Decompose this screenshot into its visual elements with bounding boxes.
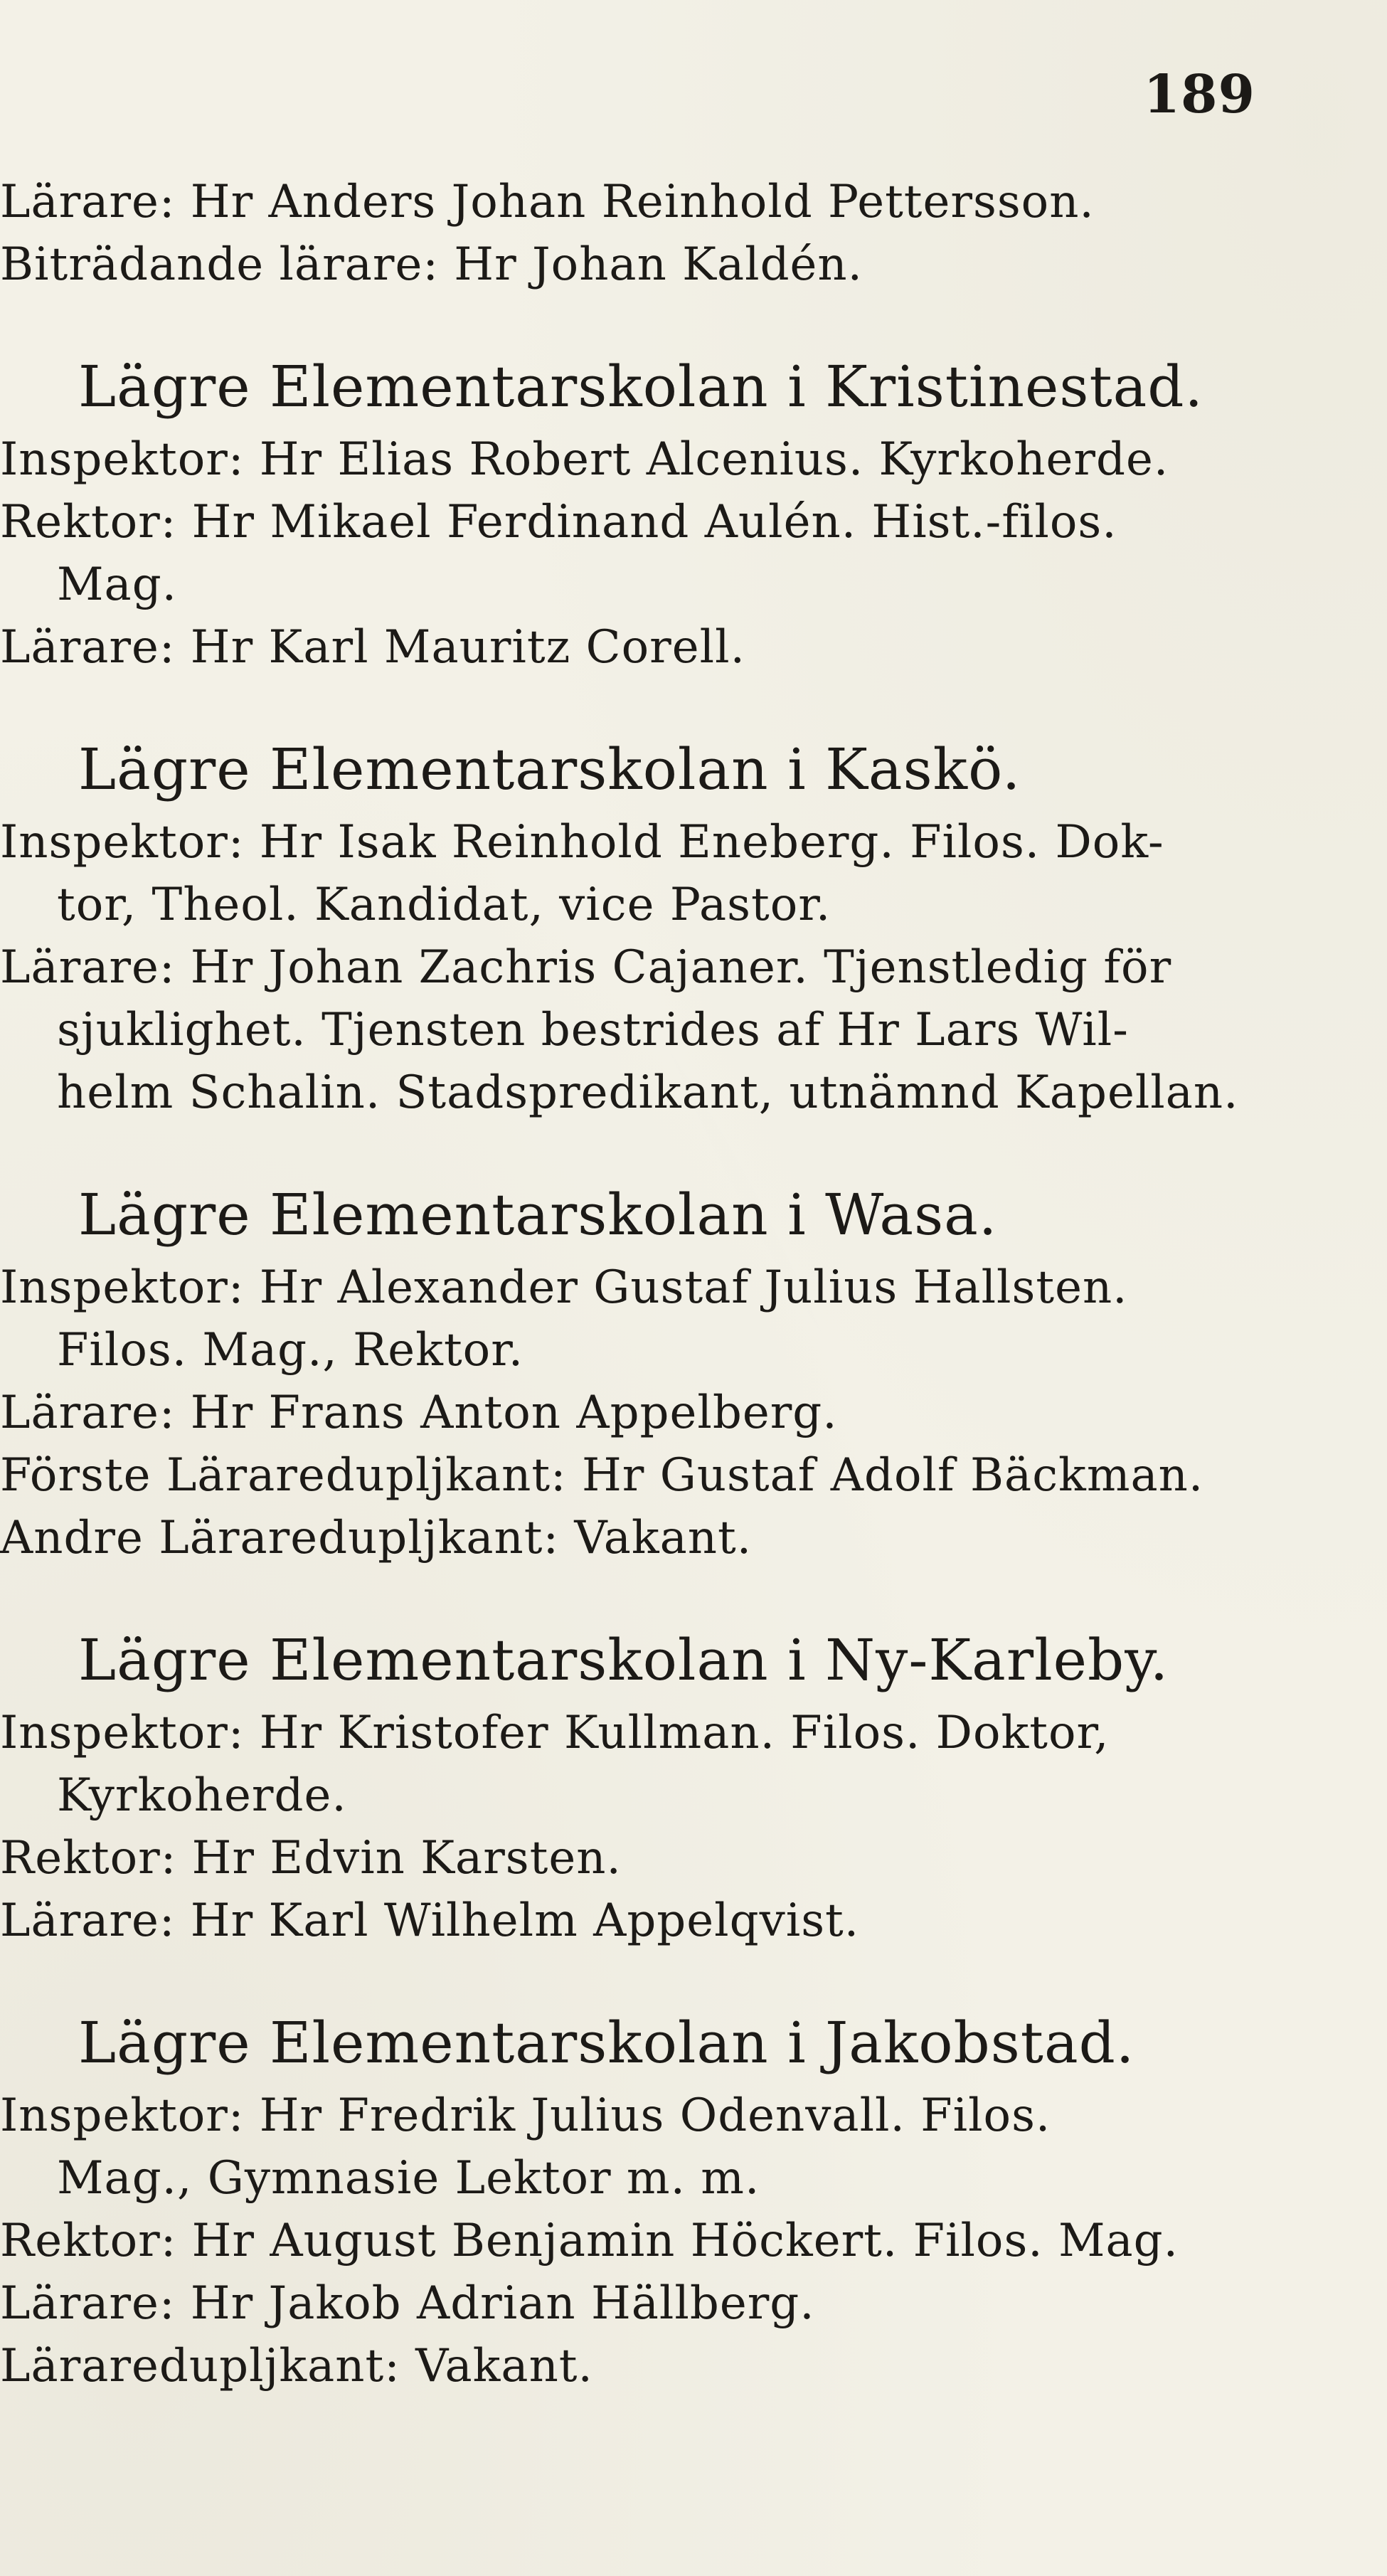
text-line: Biträdande lärare: Hr Johan Kaldén. <box>0 238 863 291</box>
section-heading-kasko: Lägre Elementarskolan i Kaskö. <box>78 736 1021 802</box>
section-heading-ny-karleby: Lägre Elementarskolan i Ny-Karleby. <box>78 1627 1169 1693</box>
text-line: Filos. Mag., Rektor. <box>57 1324 524 1377</box>
text-line: Lärare: Hr Jakob Adrian Hällberg. <box>0 2277 815 2330</box>
text-line: tor, Theol. Kandidat, vice Pastor. <box>57 879 831 931</box>
text-line: Inspektor: Hr Fredrik Julius Odenvall. Filos. <box>0 2089 1051 2142</box>
text-line: Mag. <box>57 558 177 611</box>
page-number: 189 <box>1143 64 1255 125</box>
text-line: Rektor: Hr August Benjamin Höckert. Filos. Mag. <box>0 2215 1179 2267</box>
text-line: Lärare: Hr Johan Zachris Cajaner. Tjenstledig för <box>0 941 1172 994</box>
text-line: Inspektor: Hr Isak Reinhold Eneberg. Filos. Dok- <box>0 816 1164 869</box>
section-heading-wasa: Lägre Elementarskolan i Wasa. <box>78 1182 998 1248</box>
section-heading-kristinestad: Lägre Elementarskolan i Kristinestad. <box>78 354 1203 420</box>
text-line: Läraredupljkant: Vakant. <box>0 2340 593 2392</box>
text-line: Lärare: Hr Karl Wilhelm Appelqvist. <box>0 1894 860 1947</box>
text-line: Rektor: Hr Edvin Karsten. <box>0 1832 622 1885</box>
text-line: sjuklighet. Tjensten bestrides af Hr Lars Wil- <box>57 1004 1129 1056</box>
text-line: Mag., Gymnasie Lektor m. m. <box>57 2152 760 2205</box>
text-line: Lärare: Hr Frans Anton Appelberg. <box>0 1387 838 1439</box>
text-line: Lärare: Hr Anders Johan Reinhold Pettersson. <box>0 176 1095 228</box>
text-line: Inspektor: Hr Alexander Gustaf Julius Hallsten. <box>0 1261 1128 1314</box>
text-line: Inspektor: Hr Elias Robert Alcenius. Kyrkoherde. <box>0 433 1169 486</box>
page-body <box>0 171 1373 2397</box>
text-line: Kyrkoherde. <box>57 1769 347 1822</box>
section-heading-jakobstad: Lägre Elementarskolan i Jakobstad. <box>78 2010 1135 2076</box>
text-line: Förste Läraredupljkant: Hr Gustaf Adolf Bäckman. <box>0 1449 1204 1502</box>
text-line: Rektor: Hr Mikael Ferdinand Aulén. Hist.-filos. <box>0 496 1117 548</box>
text-line: Lärare: Hr Karl Mauritz Corell. <box>0 621 745 674</box>
text-line: helm Schalin. Stadspredikant, utnämnd Kapellan. <box>57 1066 1239 1119</box>
text-line: Inspektor: Hr Kristofer Kullman. Filos. Doktor, <box>0 1707 1110 1759</box>
text-line: Andre Läraredupljkant: Vakant. <box>0 1512 753 1564</box>
